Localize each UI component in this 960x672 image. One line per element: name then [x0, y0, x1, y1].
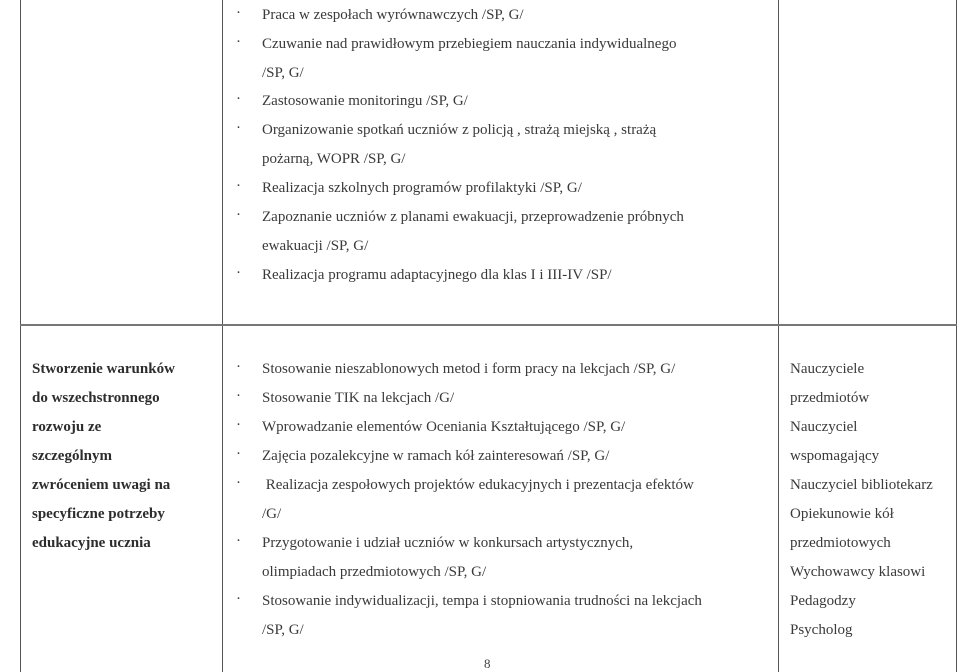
bullet: ·: [236, 475, 241, 491]
page-number: 8: [484, 656, 491, 671]
list-item: Praca w zespołach wyrównawczych /SP, G/: [262, 7, 524, 23]
list-item: Zastosowanie monitoringu /SP, G/: [262, 93, 468, 109]
column-divider-1: [222, 325, 223, 672]
responsible-line: przedmiotowych: [790, 535, 891, 551]
bullet: ·: [236, 207, 241, 223]
bullet: ·: [236, 178, 241, 194]
row-heading-line: specyficzne potrzeby: [32, 506, 165, 522]
list-item: Zapoznanie uczniów z planami ewakuacji, przeprowadzenie próbnych: [262, 209, 684, 225]
list-item: Realizacja zespołowych projektów edukacyjnych i prezentacja efektów: [262, 477, 694, 493]
column-divider-1-top: [222, 0, 223, 325]
table-border-left-lower: [20, 325, 21, 672]
list-item: Organizowanie spotkań uczniów z policją , strażą miejską , strażą: [262, 122, 657, 138]
row-heading-line: edukacyjne ucznia: [32, 535, 151, 551]
responsible-line: Nauczyciel: [790, 419, 858, 435]
bullet: ·: [236, 91, 241, 107]
row-heading-line: szczególnym: [32, 448, 112, 464]
list-item-continuation: /G/: [262, 506, 282, 522]
responsible-line: wspomagający: [790, 448, 880, 464]
responsible-line: Nauczyciele: [790, 361, 865, 377]
responsible-line: Pedagodzy: [790, 593, 856, 609]
column-divider-2: [778, 325, 779, 672]
table-border-left: [20, 0, 21, 325]
row-divider: [20, 324, 957, 326]
responsible-line: Psycholog: [790, 622, 853, 638]
bullet: ·: [236, 591, 241, 607]
bullet: ·: [236, 446, 241, 462]
bullet: ·: [236, 120, 241, 136]
bullet: ·: [236, 417, 241, 433]
bullet: ·: [236, 533, 241, 549]
responsible-line: przedmiotów: [790, 390, 870, 406]
bullet: ·: [236, 34, 241, 50]
responsible-line: Nauczyciel bibliotekarz: [790, 477, 933, 493]
responsible-line: Wychowawcy klasowi: [790, 564, 926, 580]
bullet: ·: [236, 265, 241, 281]
list-item: Zajęcia pozalekcyjne w ramach kół zainteresowań /SP, G/: [262, 448, 610, 464]
list-item: Wprowadzanie elementów Oceniania Kształtującego /SP, G/: [262, 419, 626, 435]
list-item-continuation: ewakuacji /SP, G/: [262, 238, 369, 254]
list-item-continuation: olimpiadach przedmiotowych /SP, G/: [262, 564, 487, 580]
row-heading-line: do wszechstronnego: [32, 390, 160, 406]
list-item: Stosowanie TIK na lekcjach /G/: [262, 390, 455, 406]
responsible-line: Opiekunowie kół: [790, 506, 894, 522]
list-item: Realizacja szkolnych programów profilaktyki /SP, G/: [262, 180, 582, 196]
row-heading-line: rozwoju ze: [32, 419, 102, 435]
list-item: Realizacja programu adaptacyjnego dla klas I i III-IV /SP/: [262, 267, 612, 283]
row-heading-line: zwróceniem uwagi na: [32, 477, 171, 493]
list-item-continuation: /SP, G/: [262, 65, 304, 81]
table-border-right: [956, 0, 957, 672]
bullet: ·: [236, 5, 241, 21]
list-item: Stosowanie nieszablonowych metod i form pracy na lekcjach /SP, G/: [262, 361, 676, 377]
list-item: Czuwanie nad prawidłowym przebiegiem nauczania indywidualnego: [262, 36, 677, 52]
column-divider-2-top: [778, 0, 779, 325]
list-item-continuation: pożarną, WOPR /SP, G/: [262, 151, 406, 167]
bullet: ·: [236, 359, 241, 375]
list-item: Stosowanie indywidualizacji, tempa i stopniowania trudności na lekcjach: [262, 593, 702, 609]
list-item: Przygotowanie i udział uczniów w konkursach artystycznych,: [262, 535, 634, 551]
bullet: ·: [236, 388, 241, 404]
row-heading-line: Stworzenie warunków: [32, 361, 175, 377]
list-item-continuation: /SP, G/: [262, 622, 304, 638]
